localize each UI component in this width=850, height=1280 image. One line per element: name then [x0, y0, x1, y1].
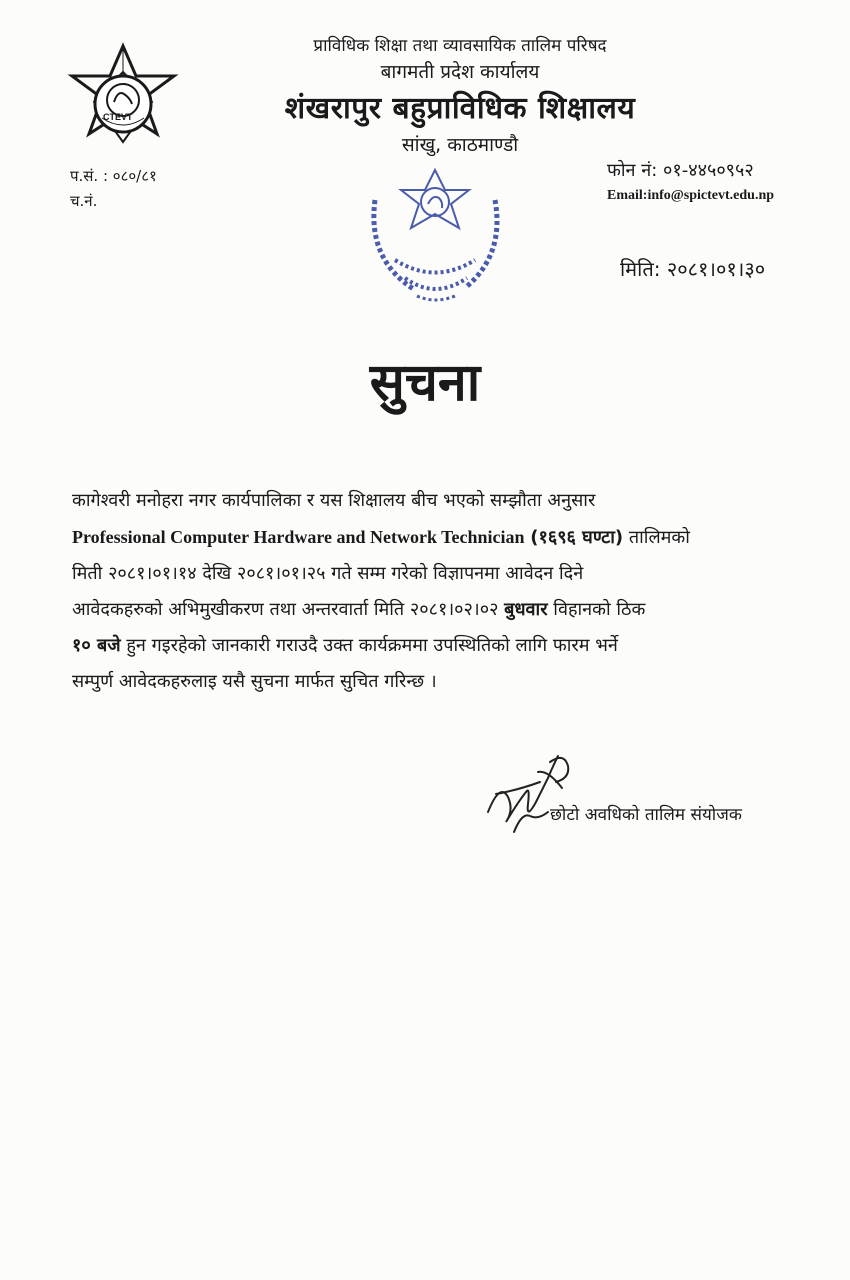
- body-line-2-rest: तालिमको: [628, 527, 690, 548]
- provincial-office: बागमती प्रदेश कार्यालय: [380, 61, 540, 83]
- interview-time: १० बजे: [72, 635, 121, 656]
- body-line-4-a: आवेदकहरुको अभिमुखीकरण तथा अन्तरवार्ता मिति २०८१।०२।०२: [72, 599, 499, 620]
- course-name: Professional Computer Hardware and Network Technician: [72, 527, 525, 547]
- fiscal-year-ref: प.सं. : ०८०/८१: [70, 167, 157, 185]
- institution-address: सांखु, काठमाण्डौ: [401, 134, 519, 156]
- notice-title: सुचना: [369, 353, 481, 413]
- council-name: प्राविधिक शिक्षा तथा व्यावसायिक तालिम परिषद: [313, 36, 607, 56]
- issue-date: मिति: २०८१।०१।३०: [620, 257, 766, 281]
- notice-body: [72, 483, 850, 700]
- body-line-4-b: विहानको ठिक: [553, 599, 646, 620]
- body-line-4: [72, 592, 850, 628]
- course-hours: (१६९६ घण्टा): [530, 527, 624, 548]
- office-stamp: [355, 160, 515, 310]
- body-line-1: कागेश्वरी मनोहरा नगर कार्यपालिका र यस शिक्षालय बीच भएको सम्झौता अनुसार: [72, 490, 596, 511]
- body-line-5: [72, 628, 850, 664]
- logo-text: CTEVT: [103, 112, 133, 122]
- body-line-3: मिती २०८१।०१।१४ देखि २०८१।०१।२५ गते सम्म गरेको विज्ञापनमा आवेदन दिने: [72, 563, 584, 584]
- interview-day: बुधवार: [504, 599, 548, 620]
- institution-name: शंखरापुर बहुप्राविधिक शिक्षालय: [284, 91, 636, 126]
- signatory-title: छोटो अवधिको तालिम संयोजक: [550, 805, 742, 825]
- body-line-2: [72, 519, 850, 556]
- email-address: Email:info@spictevt.edu.np: [607, 188, 775, 203]
- body-line-5-rest: हुन गइरहेको जानकारी गराउदै उक्त कार्यक्रममा उपस्थितिको लागि फारम भर्ने: [126, 635, 618, 656]
- ctevt-logo: [62, 42, 184, 160]
- body-line-6: सम्पुर्ण आवेदकहरुलाइ यसै सुचना मार्फत सुचित गरिन्छ ।: [72, 671, 437, 692]
- phone-number: फोन नं: ०१-४४५०९५२: [607, 160, 754, 181]
- dispatch-number: च.नं.: [70, 192, 98, 210]
